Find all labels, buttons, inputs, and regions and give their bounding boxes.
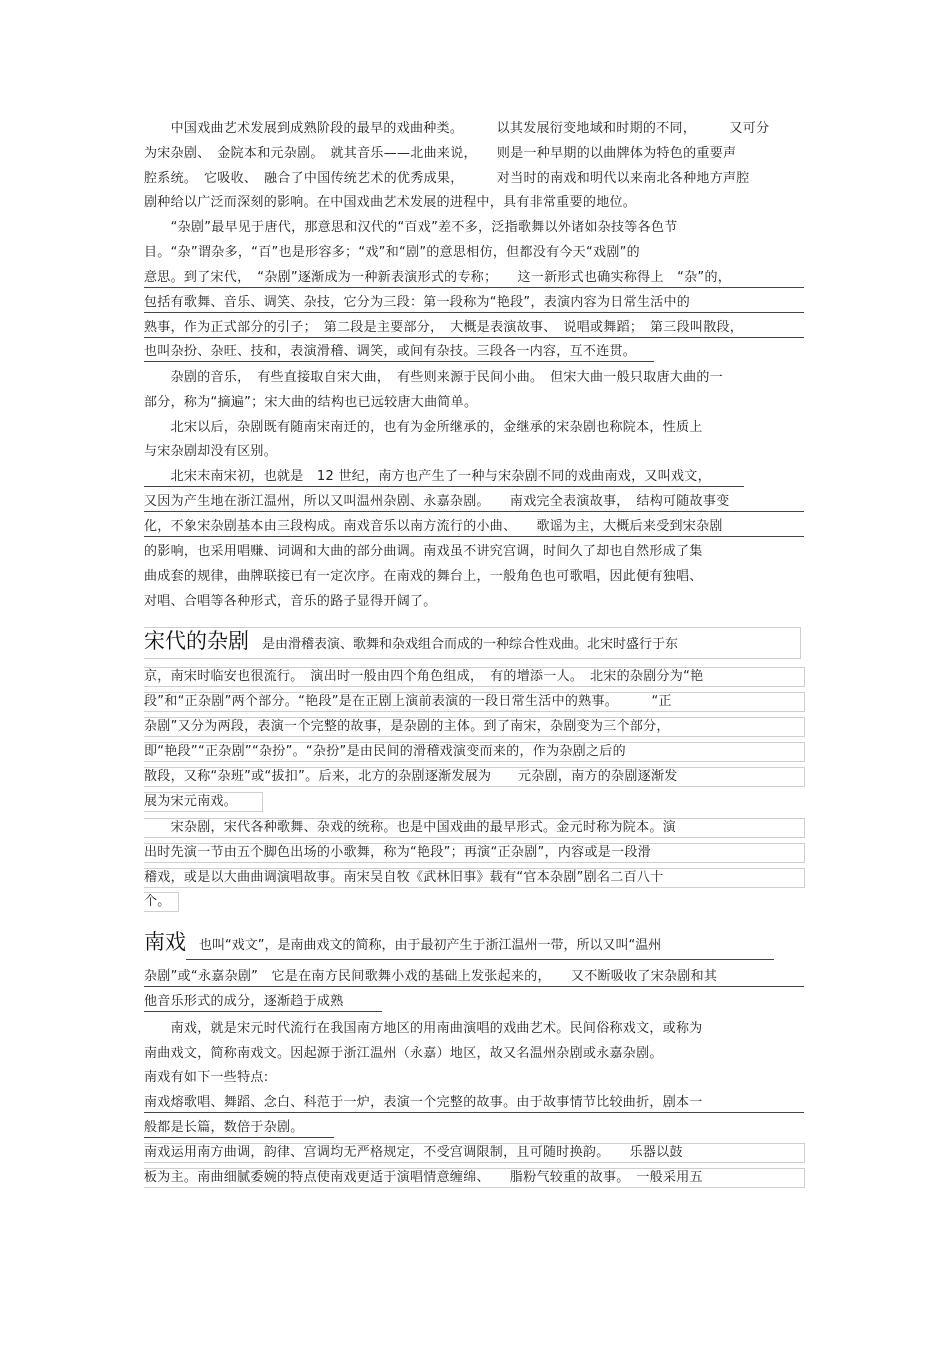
paragraph-line: 目。“杂”谓杂多，“百”也是形容多；“戏”和“剧”的意思相仿，但都没有今天“戏剧”的 bbox=[144, 245, 640, 260]
feature-line: 板为主。南曲细腻委婉的特点使南戏更适于演唱情意缠绵、 脂粉气较重的故事。 一般采用五 bbox=[144, 1168, 805, 1188]
paragraph-line: 又因为产生地在浙江温州，所以又叫温州杂剧、永嘉杂剧。 南戏完全表演故事， 结构可随故事变 bbox=[144, 493, 804, 512]
paragraph-line: 南戏，就是宋元时代流行在我国南方地区的用南曲演唱的戏曲艺术。民间俗称戏文，或称为 bbox=[144, 1021, 703, 1036]
heading-text: 宋代的杂剧 bbox=[144, 629, 249, 653]
section-line: 散段，又称“杂班”或“拔扣”。后来，北方的杂剧逐渐发展为 元杂剧，南方的杂剧逐渐发 bbox=[144, 767, 805, 787]
paragraph-line: 中国戏曲艺术发展到成熟阶段的最早的戏曲种类。 以其发展衍变地域和时期的不同， 又可分 bbox=[144, 121, 770, 136]
paragraph-line: 的影响，也采用唱赚、词调和大曲的部分曲调。南戏虽不讲究宫调，时间久了却也自然形成了集 bbox=[144, 544, 703, 559]
paragraph-line: 曲成套的规律，曲牌联接已有一定次序。在南戏的舞台上，一般角色也可歌唱，因此便有独唱、 bbox=[144, 569, 703, 584]
section-line: 即“艳段”“正杂剧”“杂扮”。“杂扮”是由民间的滑稽戏演变而来的，作为杂剧之后的 bbox=[144, 742, 805, 762]
heading-inline-text: 是由滑稽表演、歌舞和杂戏组合而成的一种综合性戏曲。北宋时盛行于东 bbox=[249, 637, 679, 652]
section-line: 段”和“正杂剧”两个部分。“艳段”是在正剧上演前表演的一段日常生活中的熟事。 “正 bbox=[144, 692, 805, 712]
paragraph-line: 北宋末南宋初，也就是 12 世纪，南方也产生了一种与宋杂剧不同的戏曲南戏，又叫戏文， bbox=[144, 468, 744, 487]
paragraph-line: 南曲戏文，简称南戏文。因起源于浙江温州（永嘉）地区，故又名温州杂剧或永嘉杂剧。 bbox=[144, 1046, 663, 1061]
paragraph-line: 南戏有如下一些特点: bbox=[144, 1070, 269, 1085]
section-line: 他音乐形式的成分，逐渐趋于成熟 bbox=[144, 993, 382, 1012]
paragraph-line: 剧种给以广泛而深刻的影响。在中国戏曲艺术发展的进程中，具有非常重要的地位。 bbox=[144, 195, 637, 210]
paragraph-line: 化，不象宋杂剧基本由三段构成。南戏音乐以南方流行的小曲、 歌谣为主，大概后来受到宋杂剧 bbox=[144, 518, 804, 537]
paragraph-line: 对唱、合唱等各种形式，音乐的路子显得开阔了。 bbox=[144, 594, 437, 609]
section-line: 京，南宋时临安也很流行。 演出时一般由四个角色组成， 有的增添一人。 北宋的杂剧分为“艳 bbox=[144, 667, 805, 687]
section-line: 稽戏，或是以大曲曲调演唱故事。南宋吴自牧《武林旧事》载有“官本杂剧”剧名二百八十 bbox=[144, 868, 805, 888]
feature-line: 般都是长篇，数倍于杂剧。 bbox=[144, 1119, 334, 1138]
section-line: 宋杂剧，宋代各种歌舞、杂戏的统称。也是中国戏曲的最早形式。金元时称为院本。演 bbox=[144, 818, 805, 838]
section-heading-nanxi bbox=[144, 929, 774, 960]
paragraph-line: “杂剧”最早见于唐代，那意思和汉代的“百戏”差不多，泛指歌舞以外诸如杂技等各色节 bbox=[144, 220, 678, 235]
feature-line: 南戏熔歌唱、舞蹈、念白、科范于一炉，表演一个完整的故事。由于故事情节比较曲折，剧本一 bbox=[144, 1094, 804, 1113]
paragraph-line: 腔系统。 它吸收、 融合了中国传统艺术的优秀成果， 对当时的南戏和明代以来南北各种地方声腔 bbox=[144, 171, 750, 186]
section-line: 展为宋元南戏。 bbox=[144, 792, 263, 812]
paragraph-line: 杂剧的音乐， 有些直接取自宋大曲， 有些则来源于民间小曲。 但宋大曲一般只取唐大曲的一 bbox=[144, 370, 724, 385]
section-line: 杂剧”又分为两段，表演一个完整的故事，是杂剧的主体。到了南宋，杂剧变为三个部分， bbox=[144, 717, 805, 737]
paragraph-line: 部分，称为“摘遍”；宋大曲的结构也已远较唐大曲简单。 bbox=[144, 395, 478, 410]
section-line: 出时先演一节由五个脚色出场的小歌舞，称为“艳段”；再演“正杂剧”，内容或是一段滑 bbox=[144, 843, 805, 863]
paragraph-line: 包括有歌舞、音乐、调笑、杂技，它分为三段：第一段称为“艳段”，表演内容为日常生活中的 bbox=[144, 294, 804, 313]
paragraph-line: 与宋杂剧却没有区别。 bbox=[144, 444, 278, 459]
heading-inline-text: 也叫“戏文”，是南曲戏文的简称，由于最初产生于浙江温州一带，所以又叫“温州 bbox=[186, 933, 774, 960]
section-heading-song bbox=[144, 627, 801, 659]
paragraph-line: 也叫杂扮、杂旺、技和，表演滑稽、调笑，或间有杂技。三段各一内容，互不连贯。 bbox=[144, 343, 654, 362]
paragraph-line: 为宋杂剧、 金院本和元杂剧。 就其音乐——北曲来说， 则是一种早期的以曲牌体为特色的重要声 bbox=[144, 146, 737, 161]
paragraph-line: 意思。到了宋代， “杂剧”逐渐成为一种新表演形式的专称； 这一新形式也确实称得上 “杂”的， bbox=[144, 269, 804, 288]
paragraph-line: 北宋以后，杂剧既有随南宋南迁的，也有为金所继承的，金继承的宋杂剧也称院本，性质上 bbox=[144, 420, 703, 435]
section-line: 个。 bbox=[144, 892, 179, 912]
section-line: 杂剧”或“永嘉杂剧” 它是在南方民间歌舞小戏的基础上发张起来的， 又不断吸收了宋杂剧和其 bbox=[144, 968, 804, 987]
heading-text: 南戏 bbox=[144, 930, 186, 954]
feature-line: 南戏运用南方曲调，韵律、宫调均无严格规定，不受宫调限制，且可随时换韵。 乐器以鼓 bbox=[144, 1143, 805, 1163]
paragraph-line: 熟事，作为正式部分的引子； 第二段是主要部分， 大概是表演故事、 说唱或舞蹈； 第三段叫散段， bbox=[144, 319, 804, 338]
